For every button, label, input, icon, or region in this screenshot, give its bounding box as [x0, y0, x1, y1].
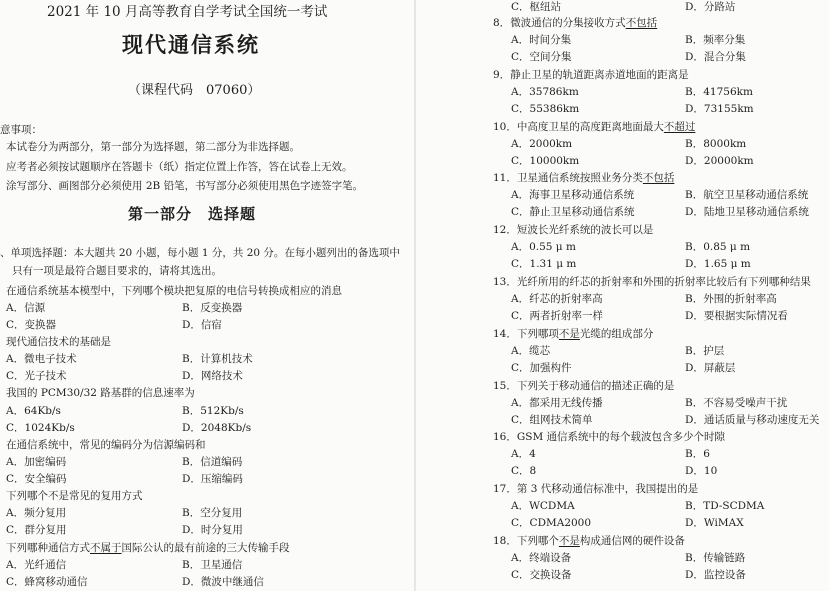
option-a: A．信源 — [6, 302, 46, 314]
question-stem: 下列哪种通信方式不属于国际公认的最有前途的三大传输手段 — [6, 542, 290, 554]
option-a: A．2000km — [511, 137, 573, 150]
option-d: D．分路站 — [685, 1, 736, 13]
question-stem: 12．短波长光纤系统的波长可以是 — [493, 224, 654, 237]
question-stem: 14．下列哪项不是光缆的组成部分 — [493, 327, 654, 340]
question-stem: 8．微波通信的分集接收方式不包括 — [493, 17, 658, 29]
option-d: D．通话质量与移动速度无关 — [685, 413, 820, 426]
option-b: B．6 — [685, 448, 710, 461]
option-a: A．都采用无线传播 — [511, 396, 603, 409]
option-c: C．光子技术 — [6, 370, 67, 382]
question-stem: 17．第 3 代移动通信标准中，我国提出的是 — [493, 483, 699, 496]
option-c: C．8 — [511, 465, 537, 478]
note-item: 应考者必须按试题顺序在答题卡（纸）指定位置上作答，答在试卷上无效。 — [6, 161, 353, 173]
option-b: B．反变换器 — [182, 302, 243, 314]
option-a: A．终端设备 — [511, 552, 572, 564]
option-a: A．纤芯的折射率高 — [511, 293, 603, 305]
option-b: B．TD-SCDMA — [685, 500, 765, 513]
option-a: A．时间分集 — [511, 34, 572, 46]
option-d: D．73155km — [685, 102, 754, 115]
option-d: D．网络技术 — [182, 370, 243, 382]
option-b: B．512Kb/s — [182, 405, 244, 417]
option-a: A．0.55 μ m — [511, 241, 576, 254]
section-title: 第一部分 选择题 — [128, 205, 257, 223]
option-c: C．10000km — [511, 154, 580, 167]
option-b: B．不容易受噪声干扰 — [685, 396, 788, 409]
option-b: B．0.85 μ m — [685, 241, 751, 254]
option-c: C．枢纽站 — [511, 1, 562, 13]
option-d: D．监控设备 — [685, 569, 746, 581]
option-c: C．安全编码 — [6, 473, 67, 485]
option-d: D．陆地卫星移动通信系统 — [685, 206, 809, 219]
option-c: C．55386km — [511, 102, 580, 115]
question-stem: 18．下列哪个不是构成通信网的硬件设备 — [493, 535, 685, 547]
option-b: B．卫星通信 — [182, 559, 243, 571]
option-b: B．8000km — [685, 137, 747, 150]
option-a: A．4 — [511, 448, 536, 461]
option-a: A．35786km — [511, 85, 579, 98]
course-code: （课程代码 07060） — [128, 83, 261, 98]
option-c: C．加强构件 — [511, 361, 572, 374]
option-d: D．20000km — [685, 154, 754, 167]
option-d: D．1.65 μ m — [685, 258, 751, 271]
question-stem: 13．光纤所用的纤芯的折射率和外围的折射率比较后有下列哪种结果 — [493, 276, 811, 288]
question-stem: 在通信系统中，常见的编码分为信源编码和 — [6, 439, 206, 451]
option-b: B．信道编码 — [182, 456, 243, 468]
option-a: A．WCDMA — [511, 500, 575, 513]
option-c: C．交换设备 — [511, 569, 572, 581]
instructions-line: 、单项选择题：本大题共 20 小题，每小题 1 分，共 20 分。在每小题列出的备选项中 — [0, 247, 400, 259]
option-b: B．护层 — [685, 344, 725, 357]
question-stem: 16．GSM 通信系统中的每个载波包含多少个时隙 — [493, 431, 726, 444]
option-b: B．频率分集 — [685, 34, 746, 46]
option-b: B．航空卫星移动通信系统 — [685, 189, 809, 202]
option-a: A．缆芯 — [511, 344, 551, 357]
question-stem: 9．静止卫星的轨道距离赤道地面的距离是 — [493, 68, 689, 81]
option-c: C．变换器 — [6, 319, 57, 331]
question-stem: 15．下列关于移动通信的描述正确的是 — [493, 379, 675, 392]
option-c: C．静止卫星移动通信系统 — [511, 206, 635, 219]
option-d: D．信宿 — [182, 319, 222, 331]
option-d: D．混合分集 — [685, 51, 746, 63]
option-b: B．传输链路 — [685, 552, 746, 564]
option-d: D．10 — [685, 465, 718, 478]
option-c: C．群分复用 — [6, 524, 67, 536]
question-stem: 现代通信技术的基础是 — [6, 336, 111, 348]
exam-title: 2021 年 10 月高等教育自学考试全国统一考试 — [47, 4, 328, 20]
option-b: B．外围的折射率高 — [685, 293, 777, 305]
option-c: C．两者折射率一样 — [511, 310, 604, 322]
option-a: A．海事卫星移动通信系统 — [511, 189, 635, 202]
page-fold — [414, 0, 416, 591]
option-c: C．1024Kb/s — [6, 422, 75, 434]
option-c: C．组网技术简单 — [511, 413, 593, 426]
option-c: C．空间分集 — [511, 51, 572, 63]
option-b: B．计算机技术 — [182, 353, 253, 365]
option-d: D．2048Kb/s — [182, 422, 252, 434]
option-d: D．要根据实际情况看 — [685, 310, 788, 322]
notes-heading: 意事项： — [0, 124, 42, 136]
subject-title: 现代通信系统 — [122, 32, 260, 57]
option-a: A．微电子技术 — [6, 353, 77, 365]
option-a: A．光纤通信 — [6, 559, 67, 571]
option-d: D．WiMAX — [685, 517, 744, 530]
option-a: A．64Kb/s — [6, 405, 61, 417]
option-b: B．空分复用 — [182, 507, 243, 519]
option-a: A．频分复用 — [6, 507, 67, 519]
instructions-line: 只有一项是最符合题目要求的，请将其选出。 — [12, 265, 222, 277]
question-stem: 我国的 PCM30/32 路基群的信息速率为 — [6, 387, 195, 399]
option-c: C．蜂窝移动通信 — [6, 576, 88, 588]
option-a: A．加密编码 — [6, 456, 67, 468]
note-item: 涂写部分、画图部分必须使用 2B 铅笔，书写部分必须使用黑色字迹签字笔。 — [6, 180, 364, 192]
option-d: D．压缩编码 — [182, 473, 243, 485]
note-item: 本试卷分为两部分，第一部分为选择题，第二部分为非选择题。 — [6, 141, 300, 153]
question-stem: 11．卫星通信系统按照业务分类不包括 — [493, 172, 675, 185]
question-stem: 下列哪个不是常见的复用方式 — [6, 490, 143, 502]
option-d: D．时分复用 — [182, 524, 243, 536]
option-b: B．41756km — [685, 85, 753, 98]
option-d: D．微波中继通信 — [182, 576, 264, 588]
option-c: C．1.31 μ m — [511, 258, 577, 271]
option-d: D．屏蔽层 — [685, 361, 736, 374]
question-stem: 在通信系统基本模型中，下列哪个模块把复原的电信号转换成相应的消息 — [6, 285, 342, 297]
question-stem: 10．中高度卫星的高度距离地面最大不超过 — [493, 120, 696, 133]
option-c: C．CDMA2000 — [511, 517, 592, 530]
